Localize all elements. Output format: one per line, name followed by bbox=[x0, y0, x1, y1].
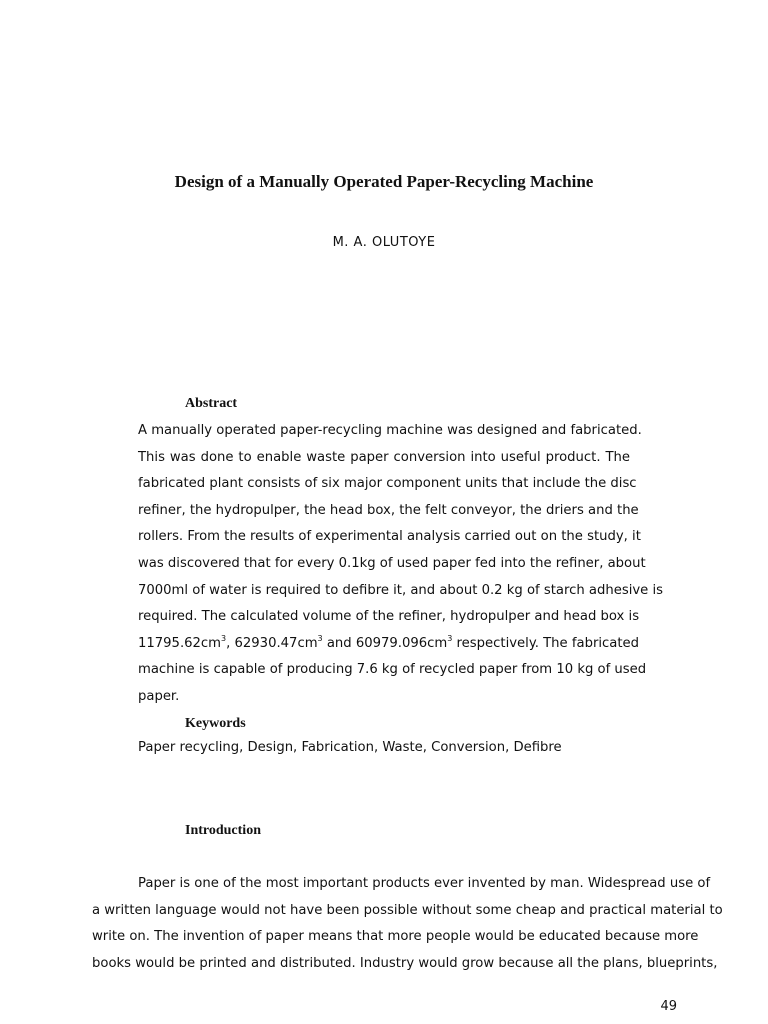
introduction-line: Paper is one of the most important products ever invented by man. Widespread use of bbox=[138, 876, 711, 891]
volume-hydropulper: 62930.47cm bbox=[234, 635, 318, 651]
keywords-text: Paper recycling, Design, Fabrication, Waste, Conversion, Defibre bbox=[138, 740, 562, 755]
abstract-line: machine is capable of producing 7.6 kg of recycled paper from 10 kg of used bbox=[138, 662, 647, 678]
introduction-line: books would be printed and distributed. Industry would grow because all the plans, blueprints, bbox=[92, 955, 718, 971]
volume-refiner: 11795.62cm bbox=[138, 635, 222, 651]
introduction-heading: Introduction bbox=[185, 823, 261, 838]
keywords-heading: Keywords bbox=[185, 716, 246, 731]
abstract-line: fabricated plant consists of six major component units that include the disc bbox=[138, 476, 637, 492]
abstract-line: rollers. From the results of experimental analysis carried out on the study, it bbox=[138, 529, 641, 545]
abstract-line: required. The calculated volume of the refiner, hydropulper and head box is bbox=[138, 609, 640, 625]
separator: , bbox=[226, 635, 235, 651]
volume-head-box: 60979.096cm bbox=[355, 635, 448, 651]
introduction-line: a written language would not have been possible without some cheap and practical material to bbox=[92, 902, 723, 918]
exponent: 3 bbox=[221, 633, 227, 643]
exponent: 3 bbox=[317, 633, 323, 643]
author-name: M. A. OLUTOYE bbox=[332, 235, 436, 250]
abstract-heading: Abstract bbox=[185, 396, 238, 411]
exponent: 3 bbox=[447, 633, 453, 643]
abstract-line: A manually operated paper-recycling machine was designed and fabricated. bbox=[138, 423, 642, 438]
paper-title: Design of a Manually Operated Paper-Recycling Machine bbox=[174, 172, 594, 191]
abstract-line: paper. bbox=[138, 688, 180, 704]
introduction-line: write on. The invention of paper means that more people would be educated because more bbox=[92, 929, 699, 945]
abstract-body bbox=[138, 418, 664, 711]
abstract-line: was discovered that for every 0.1kg of used paper fed into the refiner, about bbox=[138, 555, 646, 571]
abstract-line: This was done to enable waste paper conversion into useful product. The bbox=[138, 449, 630, 465]
abstract-volumes-line bbox=[138, 631, 640, 658]
abstract-line: refiner, the hydropulper, the head box, the felt conveyor, the driers and the bbox=[138, 502, 639, 518]
separator: and bbox=[322, 635, 356, 651]
abstract-line: 7000ml of water is required to defibre it, and about 0.2 kg of starch adhesive is bbox=[138, 582, 664, 598]
page-number: 49 bbox=[660, 999, 677, 1014]
volumes-tail: respectively. The fabricated bbox=[452, 635, 640, 651]
introduction-body bbox=[92, 871, 723, 977]
